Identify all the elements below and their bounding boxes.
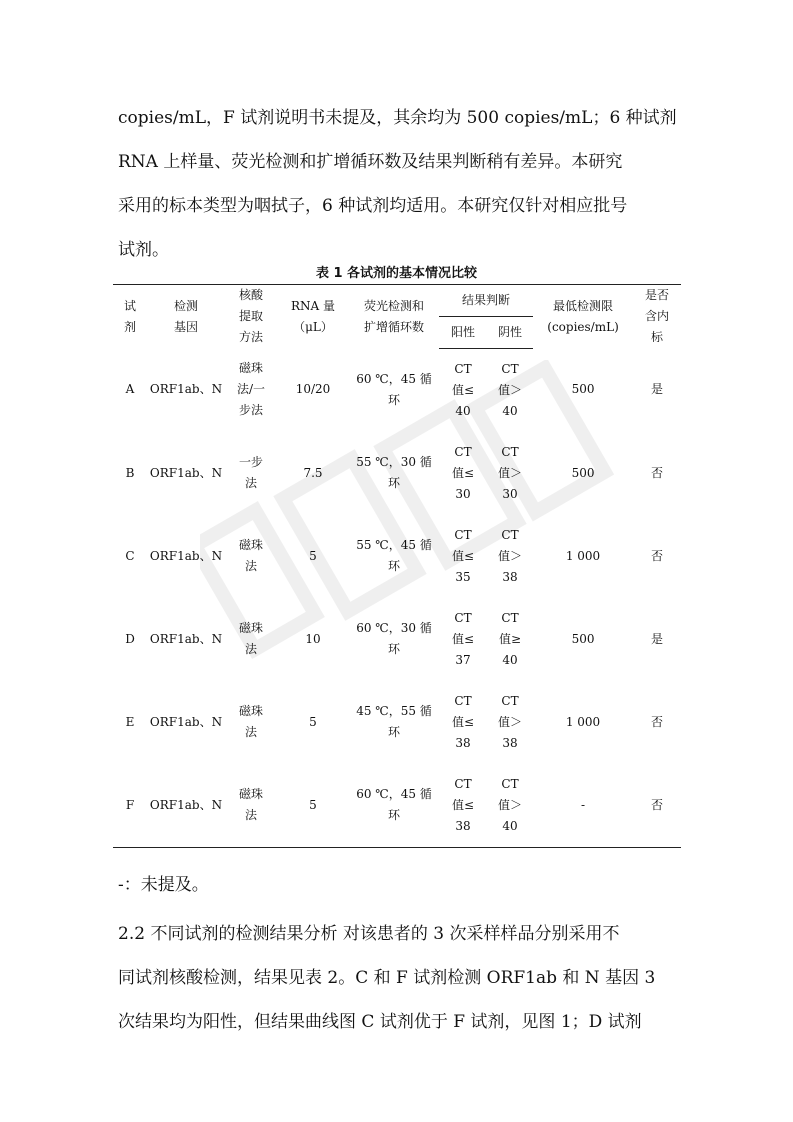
cell-extraction: 磁珠 法	[238, 621, 263, 656]
cell-fluor: 55 ℃，30 循 环	[356, 455, 432, 490]
table-row	[113, 764, 681, 848]
text-line: copies/mL，F 试剂说明书未提及，其余均为 500 copies/mL；6 种试剂	[118, 108, 677, 128]
cell-positive: CT 值≤ 38	[451, 693, 475, 750]
cell-lod: 1 000	[565, 714, 601, 729]
cell-negative: CT 值≥ 40	[498, 610, 522, 667]
header-rna: RNA 量 （μL）	[277, 285, 349, 349]
header-positive: 阳性	[439, 316, 487, 348]
cell-extraction: 一步 法	[238, 455, 263, 490]
header-lod: 最低检测限 (copies/mL)	[533, 285, 633, 349]
cell-gene: ORF1ab、N	[149, 714, 223, 729]
table-caption: 表 1 各试剂的基本情况比较	[315, 266, 478, 281]
cell-reagent: A	[125, 382, 135, 397]
cell-positive: CT 值≤ 38	[439, 764, 487, 848]
cell-negative: CT 值＞ 40	[487, 764, 533, 848]
cell-negative: CT 值＞ 30	[498, 444, 523, 501]
text-line: RNA 上样量、荧光检测和扩增循环数及结果判断稍有差异。本研究	[118, 152, 623, 172]
cell-positive: CT 值≤ 35	[451, 527, 475, 584]
cell-ic: 否	[651, 714, 664, 729]
cell-reagent: D	[125, 631, 135, 646]
cell-reagent: F	[113, 764, 147, 848]
cell-rna: 10/20	[295, 382, 331, 397]
cell-rna: 5	[309, 714, 317, 729]
cell-positive: CT 值≤ 37	[451, 610, 475, 667]
cell-fluor: 55 ℃，45 循 环	[356, 538, 432, 573]
header-internal-control: 是否 含内 标	[633, 285, 681, 349]
cell-fluor: 60 ℃，45 循 环	[356, 371, 432, 407]
paragraph-results	[118, 912, 688, 1044]
cell-lod: 500	[571, 465, 595, 480]
cell-gene: ORF1ab、N	[149, 382, 223, 397]
cell-lod: 500	[571, 382, 595, 397]
cell-gene: ORF1ab、N	[147, 764, 225, 848]
header-gene: 检测 基因	[147, 285, 225, 349]
cell-ic: 否	[651, 548, 664, 563]
cell-lod: 500	[571, 631, 595, 646]
cell-negative: CT 值＞ 38	[498, 527, 523, 584]
cell-rna: 10	[305, 631, 321, 646]
cell-extraction: 磁珠 法	[225, 764, 277, 848]
cell-rna: 5	[309, 548, 317, 563]
header-negative: 阴性	[487, 316, 533, 348]
text-line: 试剂。	[118, 240, 169, 260]
cell-fluor: 45 ℃，55 循 环	[356, 704, 432, 739]
cell-negative: CT 值＞ 38	[498, 693, 523, 750]
cell-reagent: C	[125, 548, 135, 563]
cell-negative: CT 值＞ 40	[498, 361, 523, 418]
paragraph-intro	[118, 96, 688, 272]
table-row	[113, 598, 681, 681]
table-row	[113, 432, 681, 515]
text-line: 次结果均为阳性，但结果曲线图 C 试剂优于 F 试剂，见图 1；D 试剂	[118, 1012, 642, 1032]
cell-extraction: 磁珠 法/一 步法	[236, 361, 266, 418]
text-line: 采用的标本类型为咽拭子，6 种试剂均适用。本研究仅针对相应批号	[118, 196, 628, 216]
cell-reagent: B	[125, 465, 135, 480]
text-line: 同试剂核酸检测，结果见表 2。C 和 F 试剂检测 ORF1ab 和 N 基因 3	[118, 968, 656, 988]
cell-gene: ORF1ab、N	[149, 631, 223, 646]
cell-ic: 是	[651, 382, 664, 397]
cell-fluor: 60 ℃，30 循 环	[356, 621, 432, 656]
header-extraction: 核酸 提取 方法	[225, 285, 277, 349]
cell-positive: CT 值≤ 40	[451, 361, 475, 418]
cell-fluor: 60 ℃，45 循 环	[349, 764, 439, 848]
cell-gene: ORF1ab、N	[149, 548, 223, 563]
cell-rna: 7.5	[303, 465, 323, 480]
table-row	[113, 515, 681, 598]
cell-extraction: 磁珠 法	[238, 704, 263, 739]
cell-gene: ORF1ab、N	[149, 465, 223, 480]
cell-ic: 否	[651, 465, 664, 480]
table-row	[113, 681, 681, 764]
table-row	[113, 348, 681, 432]
text-line: 2.2 不同试剂的检测结果分析 对该患者的 3 次采样样品分别采用不	[118, 924, 620, 944]
header-fluor: 荧光检测和 扩增循环数	[349, 285, 439, 349]
cell-ic: 否	[633, 764, 681, 848]
cell-positive: CT 值≤ 30	[451, 444, 475, 501]
header-reagent: 试 剂	[113, 285, 147, 349]
cell-ic: 是	[651, 631, 664, 646]
cell-lod: -	[533, 764, 633, 848]
cell-reagent: E	[125, 714, 135, 729]
cell-extraction: 磁珠 法	[238, 538, 263, 573]
cell-rna: 5	[277, 764, 349, 848]
header-result: 结果判断	[439, 285, 533, 317]
reagent-table	[113, 284, 681, 848]
cell-lod: 1 000	[565, 548, 601, 563]
table-footnote: -：未提及。	[118, 875, 209, 895]
